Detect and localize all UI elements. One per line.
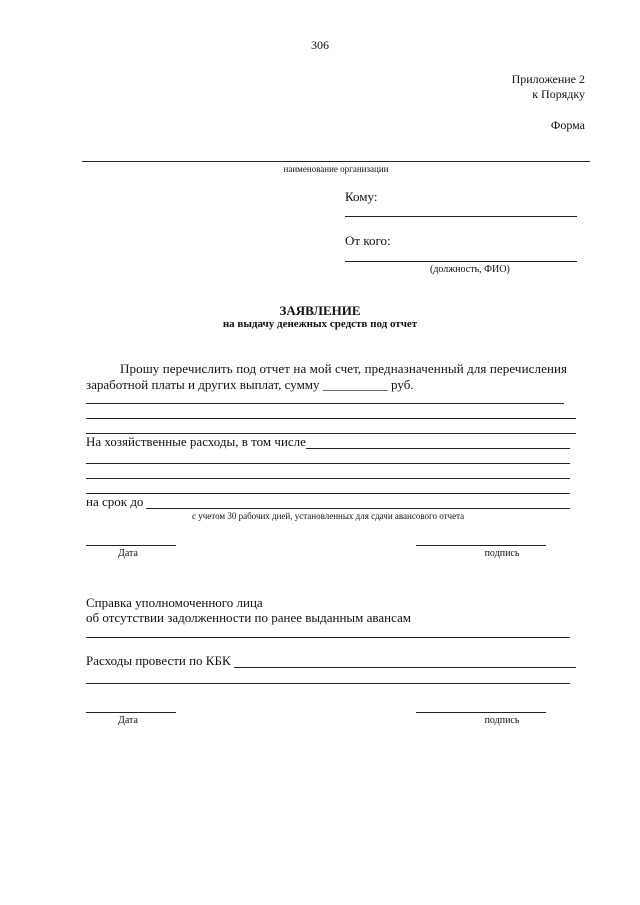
to-label: Кому:	[345, 189, 378, 204]
request-text-line-2: заработной платы и других выплат, сумму	[86, 377, 320, 392]
certificate-line-2: об отсутствии задолженности по ранее выданным авансам	[86, 610, 412, 625]
date-field-2[interactable]	[86, 712, 176, 713]
kbk-field[interactable]	[234, 667, 576, 668]
term-caption: с учетом 30 рабочих дней, установленных для сдачи авансового отчета	[192, 511, 465, 521]
signature-field-2[interactable]	[416, 712, 546, 713]
kbk-extra-field[interactable]	[86, 683, 570, 684]
date-label-2: Дата	[118, 715, 138, 726]
kbk-label: Расходы провести по КБК	[86, 653, 231, 668]
request-text-line-1: Прошу перечислить под отчет на мой счет, предназначенный для перечисления	[120, 361, 568, 376]
form-label: Форма	[550, 118, 585, 132]
to-field[interactable]	[345, 216, 577, 217]
currency-label: руб.	[391, 377, 414, 392]
from-field[interactable]	[345, 261, 577, 262]
household-expenses-label: На хозяйственные расходы, в том числе	[86, 434, 306, 449]
organization-caption: наименование организации	[283, 164, 389, 174]
document-title: ЗАЯВЛЕНИЕ	[279, 303, 361, 318]
signature-label-1: подпись	[484, 548, 520, 559]
appendix-line-2: к Порядку	[532, 87, 585, 101]
signature-field-1[interactable]	[416, 545, 546, 546]
term-label: на срок до	[86, 494, 144, 509]
from-label: От кого:	[345, 233, 391, 248]
expenses-detail-field-3[interactable]	[86, 493, 570, 494]
household-expenses-field[interactable]	[306, 448, 570, 449]
amount-field[interactable]: __________	[322, 377, 388, 392]
term-field[interactable]	[146, 508, 570, 509]
signature-label-2: подпись	[484, 715, 520, 726]
page-number: 306	[311, 38, 329, 52]
expenses-detail-field-2[interactable]	[86, 478, 570, 479]
appendix-line-1: Приложение 2	[511, 72, 585, 86]
expenses-detail-field-1[interactable]	[86, 463, 570, 464]
purpose-field-2[interactable]	[86, 418, 576, 419]
position-caption: (должность, ФИО)	[430, 264, 510, 275]
date-label-1: Дата	[118, 548, 138, 559]
date-field-1[interactable]	[86, 545, 176, 546]
purpose-field-1[interactable]	[86, 403, 564, 404]
organization-name-field[interactable]	[82, 161, 590, 162]
document-subtitle: на выдачу денежных средств под отчет	[222, 318, 418, 330]
certificate-field[interactable]	[86, 637, 570, 638]
certificate-line-1: Справка уполномоченного лица	[86, 595, 263, 610]
